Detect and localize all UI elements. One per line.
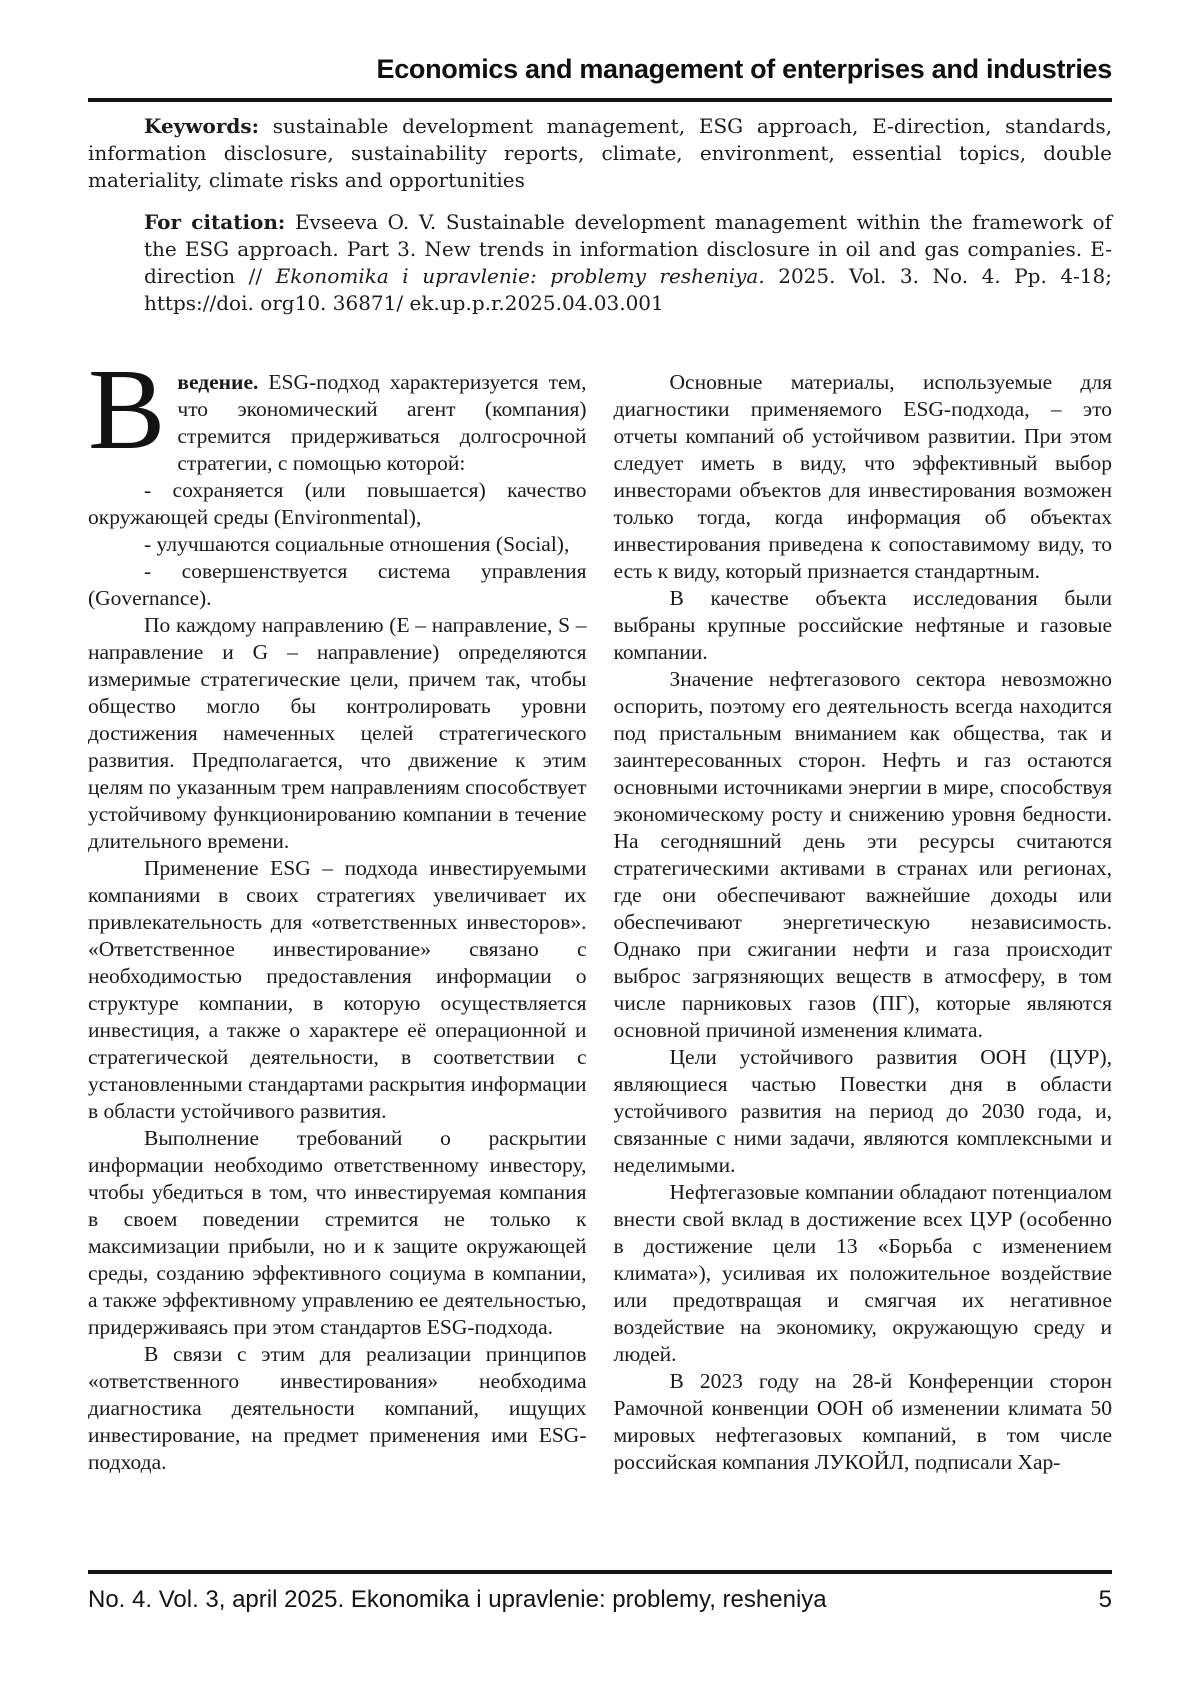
- body-paragraph: - сохраняется (или повышается) качество окружающей среды (Environmental),: [88, 478, 587, 529]
- left-column: [88, 346, 587, 1476]
- body-paragraph: Цели устойчивого развития ООН (ЦУР), являющиеся частью Повестки дня в области устойчивого развития на период до 2030 года, и, связанные с ними задачи, являются комплексными и неделимыми.: [613, 1045, 1112, 1177]
- body-paragraph: Основные материалы, используемые для диагностики применяемого ESG-подхода, – это отчеты компаний об устойчивом развитии. При этом следует иметь в виду, что эффективный выбор инвесторами объектов для инвестирования возможен только тогда, когда информация об объектах инвестирования приведена к сопоставимому виду, то есть к виду, который признается стандартным.: [613, 370, 1112, 583]
- citation-text: Evseeva O. V. Sustainable development management within the framework of the ESG approach. Part 3. New trends in information disclosure in oil and gas companies. E-direction //: [144, 210, 1112, 288]
- page-footer: [88, 1570, 1112, 1614]
- footer-line: [88, 1586, 1112, 1614]
- body-paragraph: - улучшаются социальные отношения (Social),: [144, 532, 570, 556]
- intro-text: ESG-подход характеризуется тем, что экономический агент (компания) стремится придерживаться долгосрочной стратегии, с помощью которой:: [177, 370, 587, 475]
- footer-issue-line: No. 4. Vol. 3, april 2025. Ekonomika i upravlenie: problemy, resheniya: [88, 1586, 827, 1613]
- running-head-title: Economics and management of enterprises and industries: [376, 54, 1112, 84]
- body-paragraph: В качестве объекта исследования были выбраны крупные российские нефтяные и газовые компании.: [613, 586, 1112, 664]
- right-column: [614, 369, 1113, 1476]
- keywords-text: sustainable development management, ESG approach, E-direction, standards, information disclosure, sustainability reports, climate, environment, essential topics, double materiality, climate risks and opportunities: [88, 114, 1112, 192]
- keywords-label: Keywords:: [144, 114, 260, 138]
- citation-source-title: Ekonomika i upravlenie: problemy resheniya.: [275, 264, 765, 288]
- citation-label: For citation:: [144, 210, 286, 234]
- intro-lead-word: ведение.: [177, 370, 259, 394]
- footer-rule: [88, 1570, 1112, 1574]
- body-paragraph: В 2023 году на 28-й Конференции сторон Рамочной конвенции ООН об изменении климата 50 мировых нефтегазовых компаний, в том числе российская компания ЛУКОЙЛ, подписали Хар-: [613, 1369, 1112, 1474]
- intro-paragraph: [88, 346, 587, 477]
- article-body: [88, 346, 1112, 1476]
- body-paragraph: Применение ESG – подхода инвестируемыми компаниями в своих стратегиях увеличивает их привлекательность для «ответственных инвесторов». «Ответственное инвестирование» связано с необходимостью предоставления информации о структуре компании, в которую осуществляется инвестиция, а также о характере её операционной и стратегической деятельности, в соответствии с установленными стандартами раскрытия информации в области устойчивого развития.: [88, 856, 587, 1123]
- citation-text-tail: 2025. Vol. 3. No. 4. Pp. 4-18; https://doi. org10. 36871/ ek.up.p.r.2025.04.03.001: [144, 264, 1112, 315]
- body-paragraph: В связи с этим для реализации принципов «ответственного инвестирования» необходима диагностика деятельности компаний, ищущих инвестирование, на предмет применения ими ESG-подхода.: [88, 1342, 587, 1474]
- body-paragraph: - совершенствуется система управления (Governance).: [88, 559, 587, 610]
- journal-page: [88, 0, 1112, 1476]
- keywords-paragraph: [88, 113, 1112, 194]
- citation-paragraph: [144, 209, 1112, 317]
- body-paragraph: Нефтегазовые компании обладают потенциалом внести свой вклад в достижение всех ЦУР (особенно в достижение цели 13 «Борьба с изменением климата»), усиливая их положительное воздействие или предотвращая и смягчая их негативное воздействие на экономику, окружающую среду и людей.: [613, 1180, 1112, 1366]
- body-paragraph: Выполнение требований о раскрытии информации необходимо ответственному инвестору, чтобы убедиться в том, что инвестируемая компания в своем поведении стремится не только к максимизации прибыли, но и к защите окружающей среды, созданию эффективного социума в компании, а также эффективному управлению ее деятельностью, придерживаясь при этом стандартов ESG-подхода.: [88, 1126, 587, 1339]
- body-paragraph: Значение нефтегазового сектора невозможно оспорить, поэтому его деятельность всегда находится под пристальным вниманием как общества, так и заинтересованных сторон. Нефть и газ остаются основными источниками энергии в мире, способствуя экономическому росту и снижению уровня бедности. На сегодняшний день эти ресурсы считаются стратегическими активами в странах или регионах, где они обеспечивают важнейшие доходы или обеспечивают энергетическую независимость. Однако при сжигании нефти и газа происходит выброс загрязняющих веществ в атмосферу, в том числе парниковых газов (ПГ), которые являются основной причиной изменения климата.: [613, 667, 1112, 1042]
- footer-page-number: 5: [1098, 1586, 1112, 1613]
- drop-cap: В: [88, 346, 166, 474]
- header-rule: [88, 98, 1112, 102]
- body-paragraph: По каждому направлению (E – направление, S – направление и G – направление) определяются измеримые стратегические цели, причем так, чтобы общество могло бы контролировать уровни достижения намеченных целей стратегического развития. Предполагается, что движение к этим целям по указанным трем направлениям способствует устойчивому функционированию компании в течение длительного времени.: [88, 613, 587, 853]
